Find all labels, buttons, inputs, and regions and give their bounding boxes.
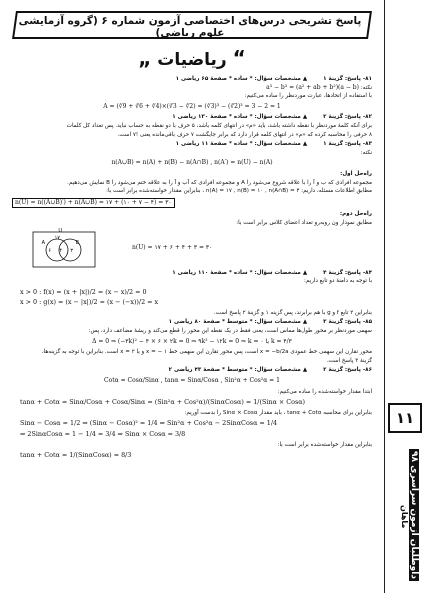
text-line: با توجه به دامنهٔ دو تابع داریم: (303, 278, 372, 285)
page-sidebar (384, 0, 427, 593)
question-head: ۸۴- پاسخ: گزینهٔ ۴ (323, 269, 372, 276)
formula: x > 0 : f(x) = (x + |x|)/2 = (x − x)/2 = 0 (20, 287, 147, 296)
text-line: گزینهٔ ۳ پاسخ است. (326, 357, 372, 364)
publisher-logo: ماهان (400, 505, 409, 529)
text-line: محور تقارن این سهمی خط عمودی x = −b/2a است، پس محور تقارن این سهمی خط ۱ − = x و یا ۲ = x است. بنابراین با توجه به گزینه‌ها، (41, 349, 372, 356)
text-line: بنابراین برای محاسبه tanα + Cotα ، باید مقدار Sinα × Cosα را بدست آوریم: (184, 409, 372, 416)
formula: n(U) = n((A∪B)′) + n(A∪B) = ۱۷ + (۱۰ + ۷ − ۴) = ۳۰ (12, 198, 372, 209)
venn-diagram-area (12, 228, 372, 268)
formula: Cotα = Cosα/Sinα , tanα = Sinα/Cosα , Sin²α + Cos²α = 1 (104, 377, 280, 385)
text-line: بنابراین ۲ تابع f و g با هم برابرند، پس گزینه ۱ و گزینهٔ ۲ پاسخ است. (213, 309, 372, 316)
formula: (a − b)(a² + ab + b²) = a³ − b³ (266, 83, 359, 91)
venn-a-label: A (41, 239, 45, 246)
quote-open: “ (232, 46, 246, 70)
question-meta: ▲ مشخصات سؤال: * ساده * صفحهٔ ۶۵ ریاضی ۱ (175, 76, 308, 82)
series-label (395, 445, 419, 585)
text-line: ۸ حرفی را محاسبه کرده که «م» در انتهای کلمه قرار دارد که برابر جایگشت ۷ حرف باقی‌مانده یعنی !۷ است. (117, 131, 372, 138)
page-body (12, 8, 372, 588)
question-meta: ▲ مشخصات سؤال: * ساده * صفحهٔ ۱۱ ریاضی ۱ (175, 141, 308, 148)
question-head: ۸۱- پاسخ: گزینهٔ ۱ (323, 76, 372, 82)
text-line: مجموعه افرادی که ب و آ را با علاقه شروع می‌شود را A و مجموعه افرادی که آب و آ را به علاقه ختم می‌شود را B نمایش می‌دهیم. (67, 179, 372, 186)
subject-title: ریاضیات (157, 50, 227, 70)
formula: A = (∛9 + ∛6 + ∛4)×(∛3 − ∛2) = (∛3)³ − (∛2)³ = 3 − 2 = 1 (103, 102, 281, 110)
question-meta: ▲ مشخصات سؤال: * متوسط * صفحهٔ ۸۰ ریاضی ۱ (168, 319, 308, 326)
formula: tanα + Cotα = Sinα/Cosα + Cosα/Sinα = (Sin²α + Cos²α)/(SinαCosα) = 1/(Sinα × Cosα) (20, 398, 306, 407)
formula: x > 0 : g(x) = (x − |x|)/2 = (x − (−x))/2 = x (20, 298, 159, 307)
formula: n(U) = ۱۷ + ۶ + ۴ + ۳ = ۳۰ (132, 243, 213, 251)
venn-b-label: B (75, 239, 79, 246)
question-85 (12, 318, 372, 365)
venn-both: ۴ (59, 247, 62, 254)
text-line: مطابق اطلاعات مسئله، داریم: n(A) = ۱۷ , n(B) = ۱۰ , n(A∩B) = ۴ ، بنابراین مقدار خواسته‌شده برابر است با: (106, 188, 372, 195)
text-line: با استفاده از اتحادها، عبارت موردنظر را ساده می‌کنیم: (244, 93, 372, 100)
question-meta: ▲ مشخصات سؤال: * ساده * صفحهٔ ۱۱۰ ریاضی ۱ (172, 269, 308, 276)
page-number: ۱۱ (388, 403, 422, 433)
page-title: پاسخ تشریحی درس‌های اختصاصی آزمون شماره ۶ (گروه آزمایشی علوم ریاضی) (18, 15, 362, 39)
quote-close: „ (138, 46, 152, 70)
question-head: ۸۳- پاسخ: گزینهٔ ۱ (323, 141, 372, 148)
question-head: ۸۶- پاسخ: گزینهٔ ۲ (323, 367, 372, 374)
venn-u-label: U (58, 227, 62, 234)
text-line: نکته: (a − b)(a² + ab + b²) = a³ − b³ (266, 83, 372, 91)
formula: Δ = 0 ⇒ (−۳k)² − ۴ × ۶ × ۲k = 0 ⇒ ۹k² − ۱۲k = 0 ⇒ k = ۰ یا k = ۴/۳ (92, 337, 292, 345)
text-line: سهمی موردنظر بر محور طول‌ها مماس است، یعنی فقط در یک نقطه این محور را قطع می‌کند و ریشهٔ مضاعف دارد، پس: (88, 328, 372, 335)
question-meta: ▲ مشخصات سؤال: * متوسط * صفحهٔ ۴۳ ریاضی ۲ (168, 367, 308, 374)
text-line: بنابراین مقدار خواسته‌شده برابر است با: (277, 441, 372, 448)
series-title: داوطلبان آزمون سراسری ۹۸ (409, 451, 419, 579)
question-81 (12, 75, 372, 111)
question-meta: ▲ مشخصات سؤال: * ساده * صفحهٔ ۱۳۰ ریاضی ۱ (172, 114, 308, 121)
venn-b-only: ۳ (70, 247, 73, 254)
venn-a-only: ۶ (48, 247, 51, 254)
formula: n(A∪B) = n(A) + n(B) − n(A∩B) , n(A′) = n(U) − n(A) (111, 159, 273, 167)
text-line: برای آنکه کلمهٔ موردنظر با نقطه داشته باشد، باید «م» در انتهای کلمه باشد، ۵ حرف با دو نقطه به حساب نباید. پس تعداد کل کلمات (66, 122, 372, 129)
question-83 (12, 140, 372, 267)
question-82 (12, 113, 372, 139)
subject-heading (12, 46, 372, 70)
venn-diagram (32, 228, 96, 268)
text-line: راه‌حل دوم: (339, 211, 372, 218)
answers-content (12, 74, 372, 462)
question-84 (12, 269, 372, 318)
question-86 (12, 366, 372, 459)
text-line: راه‌حل اول: (340, 170, 372, 177)
venn-outside: ۱۷ (54, 234, 60, 241)
formula: Sinα − Cosα = 1/2 ⇒ (Sinα − Cosα)² = 1/4 ⇒ Sin²α + Cos²α − 2SinαCosα = 1/4 (20, 419, 278, 428)
question-head: ۸۲- پاسخ: گزینهٔ ۲ (323, 114, 372, 121)
text-line: ابتدا مقدار خواسته‌شده را ساده می‌کنیم: (277, 388, 372, 395)
text-line: مطابق نمودار ون روبه‌رو تعداد اعضای کلاس برابر است با: (236, 219, 372, 226)
formula: tanα + Cotα = 1/(SinαCosα) = 8/3 (20, 451, 132, 460)
formula: ⇒ 2SinαCosα = 1 − 1/4 = 3/4 ⇒ Sinα × Cosα = 3/8 (20, 430, 186, 438)
title-banner (12, 10, 372, 40)
question-head: ۸۵- پاسخ: گزینهٔ ۳ (323, 319, 372, 326)
text-line: نکته: (360, 149, 372, 156)
